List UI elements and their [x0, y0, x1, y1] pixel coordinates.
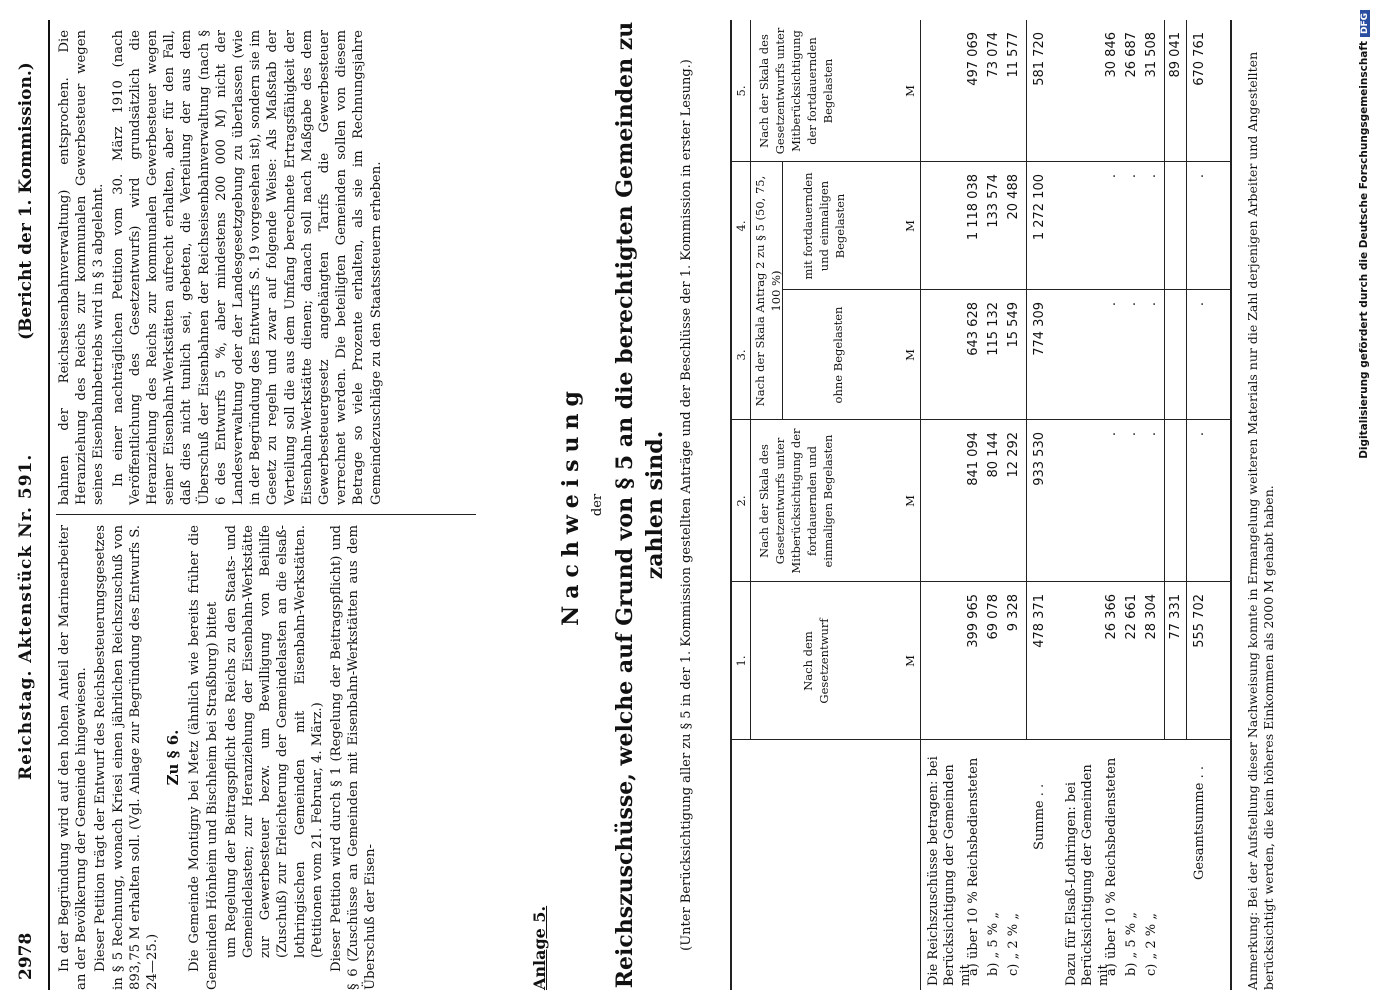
table-cell: 89 041: [1168, 32, 1183, 78]
table-cell: 115 132: [986, 302, 1001, 356]
table-col-line: [730, 161, 1230, 162]
table-cell: .: [1104, 432, 1119, 437]
table-cell: 30 846: [1104, 32, 1119, 78]
header-title: Reichstag. Aktenstück Nr. 591.: [16, 453, 36, 780]
table-cell: 31 508: [1144, 32, 1159, 78]
col-header: Nach dem Gesetzentwurf: [801, 618, 831, 704]
credit-text: Digitalisierung gefördert durch die Deutsche Forschungsgemeinschaft: [1358, 41, 1370, 459]
table-cell: .: [1124, 432, 1139, 437]
footnote: Anmerkung: Bei der Aufstellung dieser Nachweisung konnte in Ermangelung weiteren Materials nur die Zahl derjenigen Arbeiter und Angestellten berücksichtigt werden, die kein höheres Einkommen als 2000 M gehabt haben.: [1245, 51, 1276, 990]
paragraph: Dieser Petition wird durch § 1 (Regelung der Beitragspflicht) und § 6 (Zuschüsse an Gemeinden mit Eisenbahn-Werkstätten aus dem Überschuß der Eisen-: [329, 525, 379, 990]
table-col-line: [730, 739, 1230, 740]
section-title: Die Reichszuschüsse betragen: bei Berücksichtigung der Gemeinden mit: [926, 756, 973, 986]
digitization-credit: [1358, 10, 1378, 995]
table-cell: .: [1104, 302, 1119, 307]
page-header: [10, 20, 44, 990]
table-cell: 12 292: [1006, 432, 1021, 478]
paragraph: In einer nachträglichen Petition vom 30. März 1910 (nach Veröffentlichung des Gesetzentwurfs) wird grundsätzlich die Heranziehung des Reichs zur kommunalen Gewerbesteuer wegen seiner Eisenbahn-Werkstätten aufrecht erhalten, aber für den Fall, daß dies nicht tunlich sei, gebeten, die Verteilung der aus dem Überschuß der Eisenbahnen der Reichseisenbahnverwaltung (nach § 6 des Entwurfs 5 %, aber mindestens 200 000 M) nicht der Landesverwaltung oder der Landesgesetzgebung zu überlassen (wie in der Begründung des Entwurfs S. 19 vorgesehen ist), sondern sie im Gesetz zu regeln und zwar auf folgende Weise: Als Maßstab der Verteilung soll die aus dem Umfang berechnete Ertragsfähigkeit der Eisenbahn-Werkstätte dienen; danach soll nach Maßgabe des dem Gewerbesteuergesetz angehängten Tarifs die Gewerbesteuer verrechnet werden. Die beteiligten Gemeinden sollen von diesem Betrage so viele Prozente erhalten, als sie im Rechnungsjahre Gemeindezuschläge zu den Staatssteuern erheben.: [110, 30, 384, 505]
table-cell: 581 720: [1032, 32, 1047, 86]
table-rule-header: [920, 20, 921, 990]
paragraph: Dieser Petition trägt der Entwurf des Reichsbesteuerungsgesetzes in § 5 Rechnung, wonach Kriesi einen jährlichen Reichszuschuß von 893,75 M erhalten soll. (Vgl. Anlage zur Begründung des Entwurfs S. 24—25.): [93, 525, 161, 990]
unit-label: M: [903, 655, 917, 667]
col-header: mit fortdauernden und einmaligen Begelasten: [801, 172, 847, 280]
row-label: c) „ 2 % „: [1144, 913, 1159, 976]
column-divider: [56, 514, 476, 515]
paragraph: bahnen der Reichseisenbahnverwaltung) entsprochen. Die Heranziehung des Reichs zur kommunalen Gewerbesteuer wegen seines Eisenbahnbetriebs wird in § 3 abgelehnt.: [57, 30, 107, 505]
col-number: 5.: [734, 85, 748, 97]
unit-label: M: [903, 349, 917, 361]
table-cell: 15 549: [1006, 302, 1021, 348]
col-number: 1.: [734, 655, 748, 667]
row-label: a) über 10 % Reichsbediensteten: [1104, 757, 1119, 976]
table-rule-top: [730, 20, 732, 990]
paragraph: um Regelung der Beitragspflicht des Reichs zu den Staats- und Gemeindelasten; zur Heranziehung der Eisenbahn-Werkstätte zur Gewerbesteuer bezw. um Bewilligung von Beihilfe (Zuschuß) zur Erleichterung der Gemeindelasten an die elsaß-lothringischen Gemeinden mit Eisenbahn-Werkstätten. (Petitionen vom 21. Februar, 4. März.): [223, 525, 325, 958]
col-header: Nach der Skala des Gesetzentwurfs unter Mitberücksichtigung der fortdauernden Begelasten: [757, 27, 835, 155]
table-cell: 73 074: [986, 32, 1001, 78]
page-number: 2978: [16, 932, 36, 980]
table-cell: 497 069: [966, 32, 981, 86]
table-cell: 69 078: [986, 594, 1001, 640]
table-cell: 11 577: [1006, 32, 1021, 78]
table-cell: 841 094: [966, 432, 981, 486]
section-title: Dazu für Elsaß-Lothringen: bei Berücksichtigung der Gemeinden mit: [1064, 764, 1111, 986]
col-header: Nach der Skala des Gesetzentwurfs unter Mitberücksichtigung der fortdauernden und einmaligen Begelasten: [757, 428, 835, 574]
table-cell: .: [1104, 174, 1119, 179]
table-cell: 1 118 038: [966, 174, 981, 241]
table-cell: 774 309: [1032, 302, 1047, 356]
row-label: c) „ 2 % „: [1006, 913, 1021, 976]
table-cell: 77 331: [1168, 594, 1183, 640]
table-cell: 20 488: [1006, 174, 1021, 220]
left-column: [56, 525, 382, 990]
data-table: [730, 20, 1240, 990]
table-cell: 399 965: [966, 594, 981, 648]
document-title: Nachweisung: [558, 384, 584, 626]
table-cell: 133 574: [986, 174, 1001, 228]
table-cell: 28 304: [1144, 594, 1159, 640]
paragraph: Die Gemeinde Montigny bei Metz (ähnlich wie bereits früher die Gemeinden Hönheim und Bischheim bei Straßburg) bittet: [187, 525, 220, 990]
header-rule: [48, 20, 50, 990]
table-cell: 670 761: [1192, 32, 1207, 86]
title-der: der: [590, 493, 605, 517]
row-label: a) über 10 % Reichsbediensteten: [966, 757, 981, 976]
col-number: 3.: [734, 349, 748, 361]
subtotal-rule: [1164, 20, 1165, 740]
col-number: 4.: [734, 220, 748, 232]
col-header: ohne Begelasten: [831, 306, 845, 404]
sum-rule: [1026, 20, 1027, 740]
table-cell: .: [1192, 432, 1207, 437]
table-cell: 478 371: [1032, 594, 1047, 648]
table-cell: 22 661: [1124, 594, 1139, 640]
table-cell: 643 628: [966, 302, 981, 356]
table-cell: 555 702: [1192, 594, 1207, 648]
table-cell: 1 272 100: [1032, 174, 1047, 241]
document-subtitle: Reichszuschüsse, welche auf Grund von § 5 an die berechtigten Gemeinden zu zahlen sind.: [612, 21, 668, 989]
table-col-line: [730, 581, 1230, 582]
right-column: [56, 30, 387, 505]
col-number: 2.: [734, 495, 748, 507]
total-rule: [1186, 20, 1187, 740]
section-heading: Zu § 6.: [164, 729, 183, 786]
table-cell: .: [1144, 432, 1159, 437]
table-cell: 80 144: [986, 432, 1001, 478]
dfg-logo: DFG: [1360, 10, 1370, 37]
table-cell: .: [1192, 302, 1207, 307]
sum-label: Summe . .: [1032, 783, 1047, 850]
col-group-header: Nach der Skala Antrag 2 zu § 5 (50, 75, 100 %): [753, 175, 783, 407]
anlage-label: Anlage 5.: [530, 905, 549, 990]
unit-label: M: [903, 85, 917, 97]
table-cell: 26 366: [1104, 594, 1119, 640]
table-cell: .: [1124, 302, 1139, 307]
unit-label: M: [903, 220, 917, 232]
table-cell: 933 530: [1032, 432, 1047, 486]
table-cell: .: [1144, 174, 1159, 179]
row-label: b) „ 5 % „: [1124, 911, 1139, 976]
table-cell: .: [1124, 174, 1139, 179]
table-cell: 26 687: [1124, 32, 1139, 78]
table-cell: .: [1192, 174, 1207, 179]
table-rule-numbers: [750, 20, 751, 740]
table-rule-bottom: [1230, 20, 1232, 990]
header-report: (Bericht der 1. Kommission.): [16, 62, 36, 340]
unit-label: M: [903, 495, 917, 507]
rotated-page-content: [10, 20, 1300, 990]
table-cell: 9 328: [1006, 594, 1021, 632]
paragraph: In der Begründung wird auf den hohen Anteil der Marinearbeiter an der Bevölkerung der Gemeinde hingewiesen.: [57, 525, 90, 990]
table-cell: .: [1144, 302, 1159, 307]
total-label: Gesamtsumme . .: [1192, 766, 1207, 880]
title-note: (Unter Berücksichtigung aller zu § 5 in der 1. Kommission gestellten Anträge und der Beschlüsse der 1. Kommission in erster Lesung.): [679, 59, 694, 951]
row-label: b) „ 5 % „: [986, 911, 1001, 976]
